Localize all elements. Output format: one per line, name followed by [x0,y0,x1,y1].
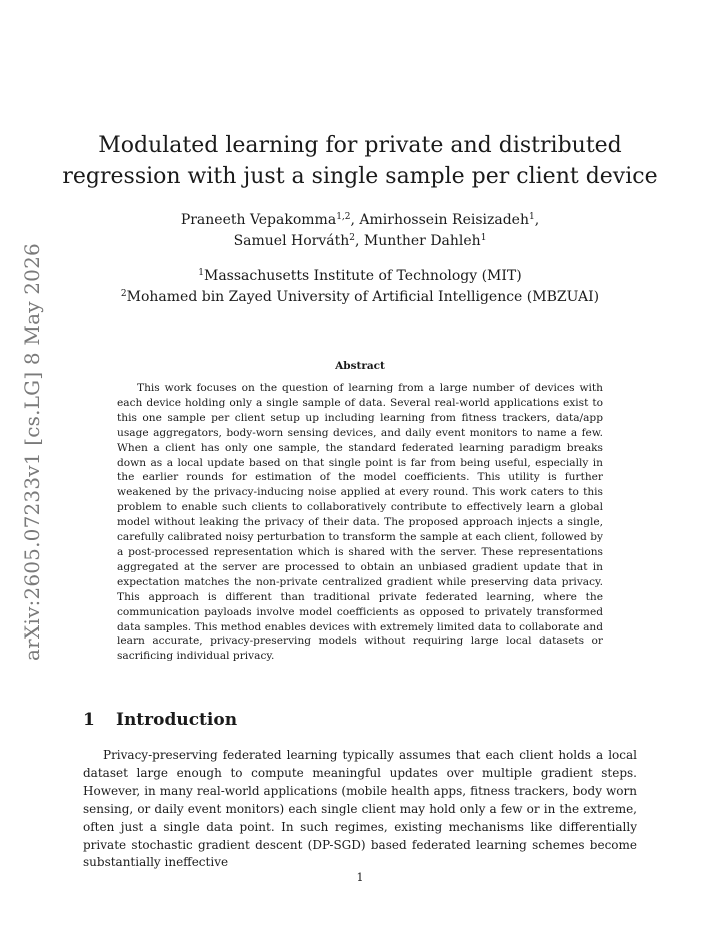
author-line-1 [60,210,660,231]
author-affiliation-mark: 1 [480,233,487,243]
arxiv-stamp: arXiv:2605.07233v1 [cs.LG] 8 May 2026 [20,243,44,661]
author-separator: , [354,233,364,249]
affiliation-line [60,266,660,287]
author-affiliation-mark: 1 [528,212,535,222]
affiliation-line [60,287,660,308]
affiliation-list [60,266,660,308]
affiliation-name: Mohamed bin Zayed University of Artificial Intelligence (MBZUAI) [126,289,600,305]
author-name: Samuel Horváth [233,233,350,249]
section-heading-introduction [83,710,643,730]
introduction-body: Privacy-preserving federated learning typically assumes that each client holds a local dataset large enough to compute meaningful updates over multiple gradient steps. However, in many real-world applications (mobile health apps, fitness trackers, body worn sensing, or daily event monitors) each single client may hold only a few or in the extreme, often just a single data point. In such regimes, existing mechanisms like differentially private stochastic gradient descent (DP-SGD) based federated learning schemes become substantially ineffective [83,748,637,870]
paper-title [60,130,660,192]
author-separator: , [534,212,540,228]
author-line-2 [60,231,660,252]
affiliation-name: Massachusetts Institute of Technology (MIT) [204,268,522,284]
author-affiliation-mark: 2 [349,233,355,243]
section-number: 1 [83,710,95,730]
abstract-body: This work focuses on the question of learning from a large number of devices with each device holding only a single sample of data. Several real-world applications exist to this one sample per client setup up including learning from fitness trackers, data/app usage aggregators, body-worn sensing devices, and daily event monitors to name a few. When a client has only one sample, the standard federated learning paradigm breaks down as a local update based on that single point is far from being useful, especially in the earlier rounds for estimation of the model coefficients. This utility is further weakened by the privacy-inducing noise applied at every round. This work caters to this problem to enable such clients to collaboratively contribute to effectively learn a global model without leaking the privacy of their data. The proposed approach injects a single, carefully calibrated noisy perturbation to transform the sample at each client, followed by a post-processed representation which is shared with the server. These representations aggregated at the server are processed to obtain an unbiased gradient update that in expectation matches the non-private centralized gradient while preserving data privacy. This approach is different than traditional private federated learning, where the communication payloads involve model coefficients as opposed to privately transformed data samples. This method enables devices with extremely limited data to collaborate and learn accurate, privacy-preserving models without requiring large local datasets or sacrificing individual privacy. [117,382,603,663]
title-line-2: regression with just a single sample per client device [62,164,658,189]
author-separator: , [350,212,360,228]
arxiv-sidebar [14,243,50,661]
author-list [60,210,660,252]
author-name: Praneeth Vepakomma [180,212,337,228]
section-title: Introduction [116,710,238,730]
author-name: Amirhossein Reisizadeh [359,212,529,228]
affiliation-number: 2 [120,289,127,299]
abstract-heading: Abstract [335,360,385,372]
author-name: Munther Dahleh [363,233,481,249]
author-affiliation-mark: 1,2 [336,212,351,222]
page-number: 1 [356,871,364,884]
affiliation-number: 1 [198,268,204,278]
title-line-1: Modulated learning for private and distributed [98,133,622,158]
